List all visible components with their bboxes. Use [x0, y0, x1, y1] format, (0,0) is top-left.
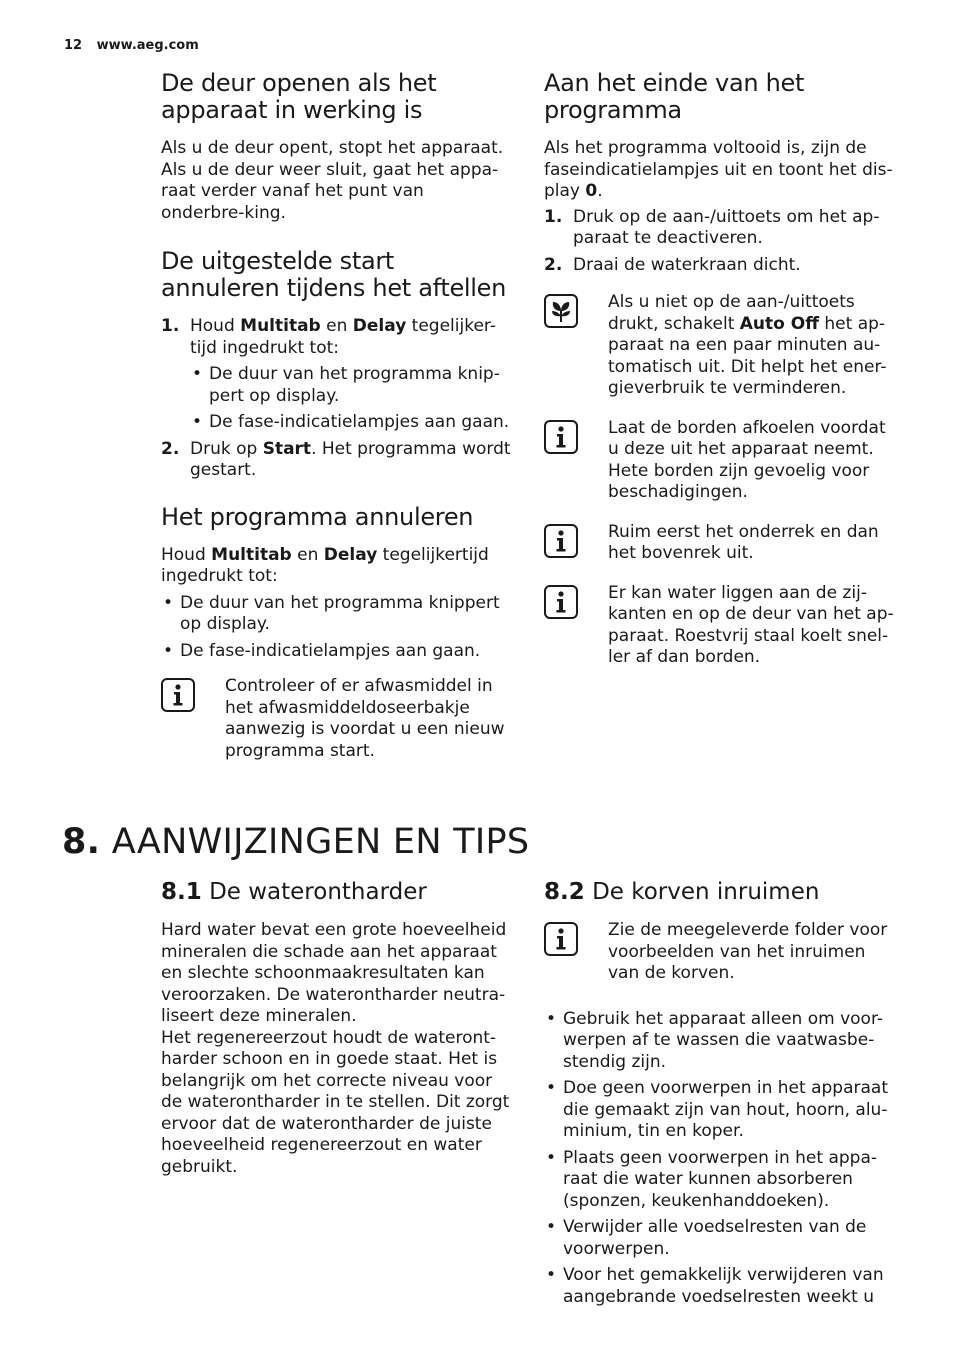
step-text: . Het programma wordt gestart. — [190, 438, 511, 480]
heading-cancel-program: Het programma annuleren — [161, 502, 474, 531]
left-column-top — [161, 70, 511, 762]
list-item — [161, 316, 511, 434]
list-item: • De fase-indicatielampjes aan gaan. — [161, 641, 511, 663]
key-start: Start — [262, 438, 312, 459]
step-text: Draai de waterkraan dicht. — [573, 254, 801, 275]
key-multitab: Multitab — [240, 316, 321, 336]
info-note — [544, 583, 894, 669]
heading-delay-cancel: De uitgestelde start annuleren tijdens het aftellen — [161, 247, 507, 302]
program-end-text — [544, 138, 894, 203]
delay-steps — [161, 316, 511, 482]
section-number: 8. — [62, 822, 101, 862]
page-number: 12 — [64, 38, 83, 53]
note-text: Zie de meegeleverde folder voor voorbeelden van het inruimen van de korven. — [608, 920, 888, 983]
text-span: Als u niet op de aan-/uittoets drukt, schakelt — [608, 292, 855, 334]
loading-bullets — [544, 1009, 894, 1309]
step-text: tegelijker-tijd ingedrukt tot: — [190, 316, 496, 358]
cancel-text — [161, 545, 511, 588]
step-text: Druk op de aan-/uittoets om het ap-paraat te deactiveren. — [573, 206, 880, 248]
website-url: www.aeg.com — [96, 38, 199, 53]
water-softener-para2: Het regenereerzout houdt de wateront-harder schoon en in goede staat. Het is belangrijk om het correcte niveau voor de waterontharder in te stellen. Dit zorgt ervoor dat de waterontharder de juiste hoeveelheid regenereerzout en water gebruikt. — [161, 1027, 510, 1177]
subsection-number: 8.1 — [161, 879, 202, 905]
section-title — [62, 822, 529, 862]
page-header — [64, 38, 199, 53]
step-text: Druk op — [190, 438, 263, 459]
right-column-bottom — [544, 878, 894, 1313]
info-icon — [544, 585, 578, 619]
info-icon — [544, 524, 578, 558]
step-number: 2. — [161, 438, 180, 459]
info-note — [544, 418, 894, 504]
list-item: • De duur van het programma knip-pert op display. — [190, 364, 511, 407]
text-span: tegelijkertijd ingedrukt tot: — [161, 544, 489, 586]
heading-water-softener — [161, 878, 511, 906]
key-auto-off: Auto Off — [739, 313, 819, 334]
cancel-bullets — [161, 593, 511, 663]
subsection-title: De waterontharder — [209, 879, 427, 905]
text-span: en — [291, 544, 324, 565]
left-column-bottom — [161, 878, 511, 1178]
note-text: Ruim eerst het onderrek en dan het bovenrek uit. — [608, 521, 879, 563]
display-zero: 0 — [585, 181, 598, 201]
info-note — [161, 676, 511, 762]
text-span: Houd — [161, 544, 212, 565]
note-text: Er kan water liggen aan de zij-kanten en op de deur van het ap-paraat. Roestvrij staal koelt snel-ler af dan borden. — [608, 582, 894, 667]
info-icon — [544, 922, 578, 956]
step-number: 2. — [544, 254, 563, 275]
list-item: • Gebruik het apparaat alleen om voor-werpen af te wassen die vaatwasbe-stendig zijn. — [544, 1009, 894, 1074]
list-item: • Doe geen voorwerpen in het apparaat die gemaakt zijn van hout, hoorn, alu-minium, tin en koper. — [544, 1078, 894, 1143]
list-item: • De fase-indicatielampjes aan gaan. — [190, 412, 511, 434]
list-item: • Verwijder alle voedselresten van de voorwerpen. — [544, 1217, 894, 1260]
right-column-top — [544, 70, 894, 669]
key-delay: Delay — [323, 544, 378, 565]
info-note — [544, 920, 894, 985]
list-item: • Voor het gemakkelijk verwijderen van aangebrande voedselresten weekt u — [544, 1265, 894, 1308]
step-text: Houd — [190, 316, 241, 336]
info-icon — [161, 678, 195, 712]
list-item — [544, 207, 894, 250]
note-text: Laat de borden afkoelen voordat u deze uit het apparaat neemt. Hete borden zijn gevoelig voor beschadigingen. — [608, 417, 886, 502]
eco-note — [544, 292, 894, 400]
end-steps — [544, 207, 894, 277]
environment-leaf-icon — [544, 294, 578, 328]
text-span: Als het programma voltooid is, zijn de faseindicatielampjes uit en toont het dis-play — [544, 138, 893, 201]
water-softener-para1: Hard water bevat een grote hoeveelheid mineralen die schade aan het apparaat en slechte schoonmaakresultaten kan veroorzaken. De waterontharder neutra-liseert deze mineralen. — [161, 920, 507, 1026]
step-number: 1. — [544, 206, 563, 227]
note-text: Controleer of er afwasmiddel in het afwasmiddeldoseerbakje aanwezig is voordat u een nieuw programma start. — [225, 676, 505, 761]
info-note — [544, 522, 894, 565]
delay-bullets — [190, 364, 511, 434]
key-multitab: Multitab — [211, 544, 292, 565]
key-delay: Delay — [352, 316, 407, 336]
list-item: • Plaats geen voorwerpen in het appa-raat die water kunnen absorberen (sponzen, keukenhanddoeken). — [544, 1148, 894, 1213]
info-icon — [544, 420, 578, 454]
step-text: en — [320, 316, 353, 336]
heading-loading-baskets — [544, 878, 894, 906]
note-text — [608, 292, 894, 400]
door-open-text: Als u de deur opent, stopt het apparaat. Als u de deur weer sluit, gaat het appa-raat verder vanaf het punt van onderbre-king. — [161, 138, 504, 223]
list-item: • De duur van het programma knippert op display. — [161, 593, 511, 636]
list-item — [161, 439, 511, 482]
step-number: 1. — [161, 316, 180, 336]
subsection-title: De korven inruimen — [592, 879, 820, 905]
heading-program-end: Aan het einde van het programma — [544, 69, 805, 124]
text-span: . — [597, 181, 603, 201]
subsection-number: 8.2 — [544, 879, 585, 905]
section-title-text: AANWIJZINGEN EN TIPS — [111, 822, 530, 862]
text-span: het ap-paraat na een paar minuten au-tomatisch uit. Dit helpt het ener-gieverbruik te verminderen. — [608, 313, 887, 398]
heading-door-open: De deur openen als het apparaat in werking is — [161, 69, 437, 124]
list-item — [544, 255, 894, 277]
